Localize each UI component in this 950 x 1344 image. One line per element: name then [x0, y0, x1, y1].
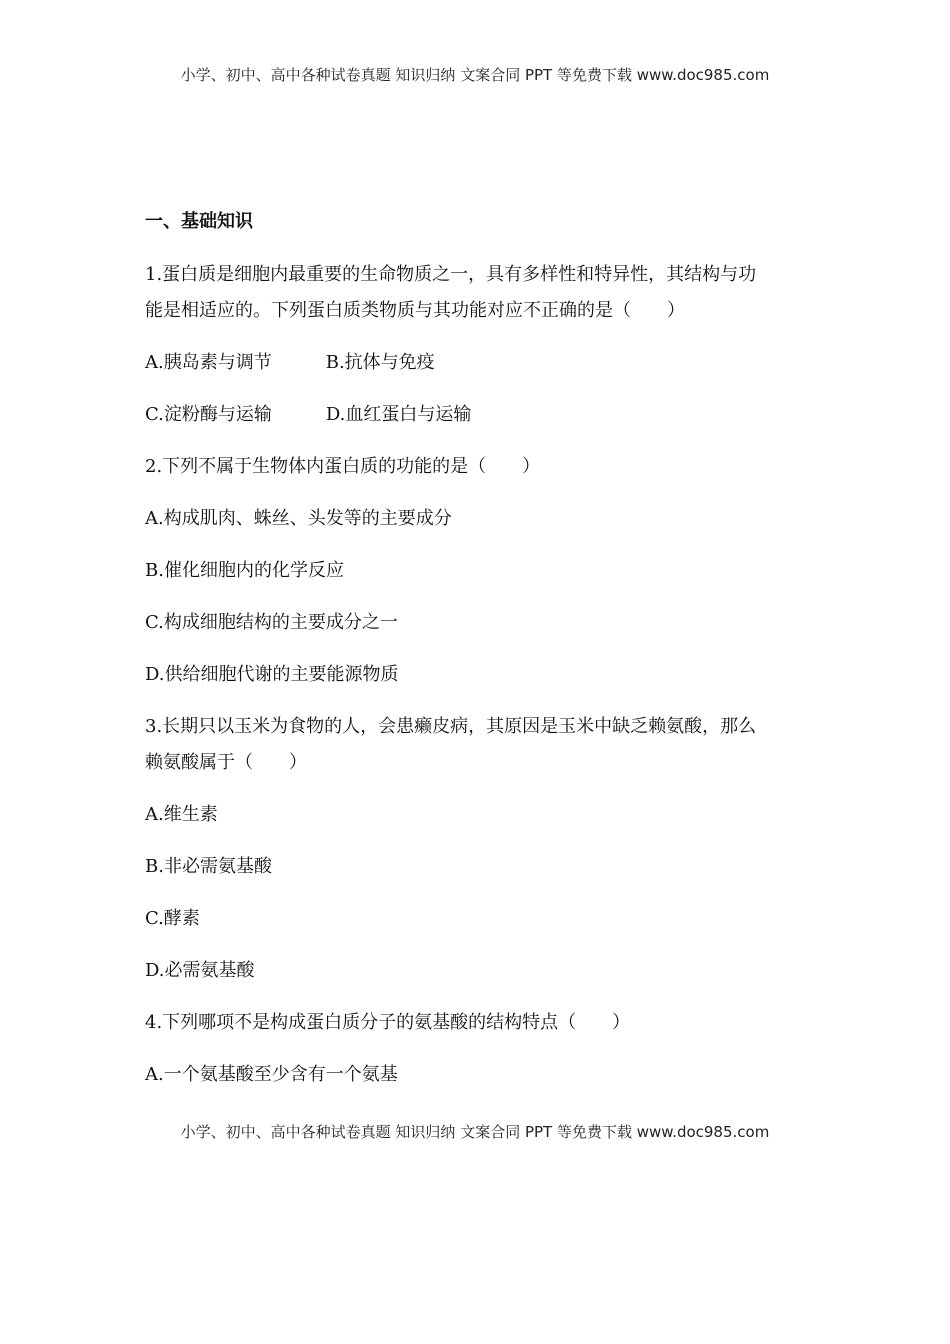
question-2-option-d: D.供给细胞代谢的主要能源物质: [145, 664, 399, 685]
question-1-option-line-2: C.淀粉酶与运输 D.血红蛋白与运输: [145, 404, 472, 425]
question-3-stem-line-2: 赖氨酸属于（ ）: [145, 752, 307, 773]
question-2-stem: 2.下列不属于生物体内蛋白质的功能的是（ ）: [145, 456, 541, 477]
question-3-stem-line-1: 3.长期只以玉米为食物的人，会患癞皮病，其原因是玉米中缺乏赖氨酸，那么: [145, 716, 757, 737]
question-1-stem-line-1: 1.蛋白质是细胞内最重要的生命物质之一，具有多样性和特异性，其结构与功: [145, 264, 757, 285]
question-1-option-line-1: A.胰岛素与调节 B.抗体与免疫: [145, 352, 435, 373]
question-4-stem: 4.下列哪项不是构成蛋白质分子的氨基酸的结构特点（ ）: [145, 1012, 631, 1033]
question-1-stem-line-2: 能是相适应的。下列蛋白质类物质与其功能对应不正确的是（ ）: [145, 300, 685, 321]
question-4-option-a: A.一个氨基酸至少含有一个氨基: [145, 1064, 398, 1085]
section-title: 一、基础知识: [145, 211, 253, 232]
question-2-option-b: B.催化细胞内的化学反应: [145, 560, 344, 581]
page-header: 小学、初中、高中各种试卷真题 知识归纳 文案合同 PPT 等免费下载 www.doc985.com: [180, 66, 770, 84]
question-3-option-d: D.必需氨基酸: [145, 960, 255, 981]
question-3-option-b: B.非必需氨基酸: [145, 856, 272, 877]
question-3-option-a: A.维生素: [145, 804, 218, 825]
question-2-option-c: C.构成细胞结构的主要成分之一: [145, 612, 398, 633]
question-2-option-a: A.构成肌肉、蛛丝、头发等的主要成分: [145, 508, 452, 529]
page-footer: 小学、初中、高中各种试卷真题 知识归纳 文案合同 PPT 等免费下载 www.doc985.com: [180, 1123, 770, 1141]
question-3-option-c: C.酵素: [145, 908, 200, 929]
